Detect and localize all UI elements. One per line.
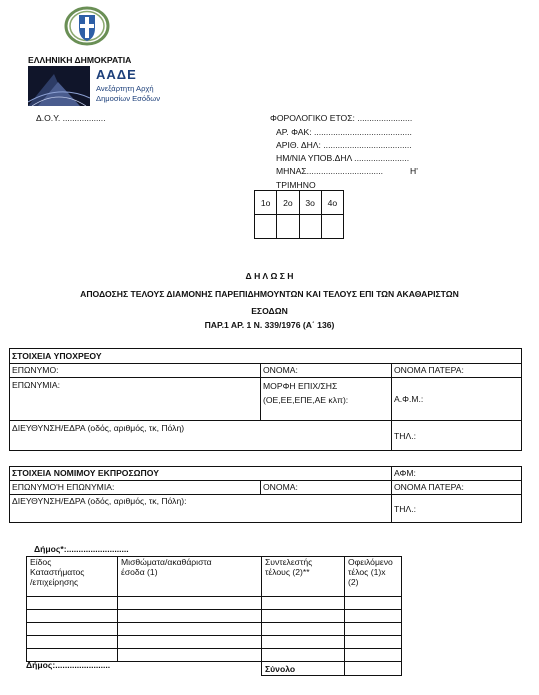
republic-name: ΕΛΛΗΝΙΚΗ ΔΗΜΟΚΡΑΤΙΑ xyxy=(28,55,132,65)
total-value-cell[interactable] xyxy=(345,662,402,676)
representative-father-field[interactable]: ΟΝΟΜΑ ΠΑΤΕΡΑ: xyxy=(392,481,522,495)
quarter-1-checkbox[interactable] xyxy=(255,215,277,239)
table-row xyxy=(27,610,402,623)
cell-business-type[interactable] xyxy=(27,597,118,610)
cell-fee-due[interactable] xyxy=(345,610,402,623)
aade-logo-icon xyxy=(28,66,90,106)
greek-emblem-icon xyxy=(64,6,110,46)
obligor-name-field[interactable]: ΟΝΟΜΑ: xyxy=(261,364,392,378)
obligor-afm-field[interactable]: Α.Φ.Μ.: xyxy=(392,378,522,421)
obligor-form-label: ΜΟΡΦΗ ΕΠΙΧ/ΣΗΣ xyxy=(263,381,338,391)
obligor-phone-field[interactable]: ΤΗΛ.: xyxy=(392,421,522,451)
column-header-business-type xyxy=(27,557,118,597)
cell-rate[interactable] xyxy=(262,610,345,623)
cell-rate[interactable] xyxy=(262,623,345,636)
obligor-section-title: ΣΤΟΙΧΕΙΑ ΥΠΟΧΡΕΟΥ xyxy=(10,349,522,364)
month-suffix: Η' xyxy=(410,166,418,176)
total-empty-cell xyxy=(118,662,262,676)
column-header-business-type-line3: /επιχείρησης xyxy=(30,576,79,587)
tax-year-field[interactable]: ΦΟΡΟΛΟΓΙΚΟ ΕΤΟΣ: ....................... xyxy=(270,113,413,123)
cell-business-type[interactable] xyxy=(27,610,118,623)
cell-revenue[interactable] xyxy=(118,636,262,649)
representative-name-field[interactable]: ΟΝΟΜΑ: xyxy=(261,481,392,495)
total-label: Σύνολο xyxy=(262,662,345,676)
quarter-label: ΤΡΙΜΗΝΟ xyxy=(276,180,316,190)
representative-address-field[interactable]: ΔΙΕΥΘΥΝΣΗ/ΕΔΡΑ (οδός, αριθμός, τκ, Πόλη): xyxy=(10,495,392,523)
cell-rate[interactable] xyxy=(262,636,345,649)
quarter-1-label: 1ο xyxy=(255,191,277,215)
representative-table xyxy=(9,466,522,523)
cell-business-type[interactable] xyxy=(27,623,118,636)
quarter-3-label: 3ο xyxy=(299,191,321,215)
declaration-title: Δ Η Λ Ω Σ Η xyxy=(245,271,294,281)
table-row xyxy=(27,623,402,636)
obligor-surname-field[interactable]: ΕΠΩΝΥΜΟ: xyxy=(10,364,261,378)
cell-revenue[interactable] xyxy=(118,610,262,623)
aade-subtitle-2: Δημοσίων Εσόδων xyxy=(96,94,161,103)
quarter-2-checkbox[interactable] xyxy=(277,215,299,239)
representative-phone-field[interactable]: ΤΗΛ.: xyxy=(392,495,522,523)
obligor-address-field[interactable]: ΔΙΕΥΘΥΝΣΗ/ΕΔΡΑ (οδός, αριθμός, τκ, Πόλη) xyxy=(10,421,392,451)
cell-business-type[interactable] xyxy=(27,636,118,649)
obligor-table xyxy=(9,348,522,451)
column-header-rate xyxy=(262,557,345,597)
municipality-field-top[interactable]: Δήμος*:.......................... xyxy=(34,544,129,554)
municipality-field-bottom[interactable]: Δήμος:....................... xyxy=(26,660,111,670)
column-header-business-type-line2: Καταστήματος xyxy=(30,566,85,577)
obligor-father-field[interactable]: ΟΝΟΜΑ ΠΑΤΕΡΑ: xyxy=(392,364,522,378)
quarter-4-checkbox[interactable] xyxy=(321,215,343,239)
fee-calculation-table xyxy=(26,556,402,676)
quarter-4-label: 4ο xyxy=(321,191,343,215)
cell-revenue[interactable] xyxy=(118,597,262,610)
doy-field[interactable]: Δ.Ο.Υ. .................. xyxy=(36,113,106,123)
aade-name: ΑΑΔΕ xyxy=(96,67,137,82)
declaration-number-field[interactable]: ΑΡΙΘ. ΔΗΛ: ..................................... xyxy=(276,140,412,150)
cell-fee-due[interactable] xyxy=(345,649,402,662)
obligor-company-field[interactable]: ΕΠΩΝΥΜΙΑ: xyxy=(10,378,261,421)
cell-rate[interactable] xyxy=(262,649,345,662)
cell-fee-due[interactable] xyxy=(345,623,402,636)
cell-fee-due[interactable] xyxy=(345,636,402,649)
cell-revenue[interactable] xyxy=(118,649,262,662)
table-row xyxy=(27,597,402,610)
column-header-revenue-line1: Μισθώματα/ακαθάριστα xyxy=(121,557,212,567)
representative-section-title: ΣΤΟΙΧΕΙΑ ΝΟΜΙΜΟΥ ΕΚΠΡΟΣΩΠΟΥ xyxy=(10,467,392,481)
representative-afm-field[interactable]: ΑΦΜ: xyxy=(392,467,522,481)
cell-revenue[interactable] xyxy=(118,623,262,636)
legal-reference: ΠΑΡ.1 ΑΡ. 1 Ν. 339/1976 (Α΄ 136) xyxy=(204,320,335,330)
table-row xyxy=(27,636,402,649)
quarter-3-checkbox[interactable] xyxy=(299,215,321,239)
column-header-business-type-line1: Είδος xyxy=(30,557,52,567)
file-number-field[interactable]: ΑΡ. ΦΑΚ: ......................................... xyxy=(276,127,412,137)
declaration-subtitle: ΑΠΟΔΟΣΗΣ ΤΕΛΟΥΣ ΔΙΑΜΟΝΗΣ ΠΑΡΕΠΙΔΗΜΟΥΝΤΩΝ ΚΑΙ ΤΕΛΟΥΣ ΕΠΙ ΤΩΝ ΑΚΑΘΑΡΙΣΤΩΝ xyxy=(80,289,459,299)
obligor-form-types: (ΟΕ,ΕΕ,ΕΠΕ,ΑΕ κλπ): xyxy=(263,394,349,405)
quarter-table xyxy=(254,190,344,239)
column-header-fee-due xyxy=(345,557,402,597)
column-header-rate-line1: Συντελεστής xyxy=(265,557,313,567)
quarter-2-label: 2ο xyxy=(277,191,299,215)
obligor-form-field[interactable] xyxy=(261,378,392,421)
column-header-fee-due-line1: Οφειλόμενο xyxy=(348,557,393,567)
declaration-subtitle-2: ΕΣΟΔΩΝ xyxy=(251,306,288,316)
aade-subtitle-1: Ανεξάρτητη Αρχή xyxy=(96,84,154,93)
column-header-fee-due-line2: τέλος (1)x (2) xyxy=(348,566,386,587)
column-header-revenue-line2: έσοδα (1) xyxy=(121,566,158,577)
column-header-revenue xyxy=(118,557,262,597)
column-header-rate-line2: τέλους (2)** xyxy=(265,566,310,577)
cell-fee-due[interactable] xyxy=(345,597,402,610)
month-field[interactable]: ΜΗΝΑΣ................................ xyxy=(276,166,384,176)
representative-surname-field[interactable]: ΕΠΩΝΥΜΟ'Η ΕΠΩΝΥΜΙΑ: xyxy=(10,481,261,495)
submission-date-field[interactable]: ΗΜ/ΝΙΑ ΥΠΟΒ.ΔΗΛ ....................... xyxy=(276,153,410,163)
cell-rate[interactable] xyxy=(262,597,345,610)
